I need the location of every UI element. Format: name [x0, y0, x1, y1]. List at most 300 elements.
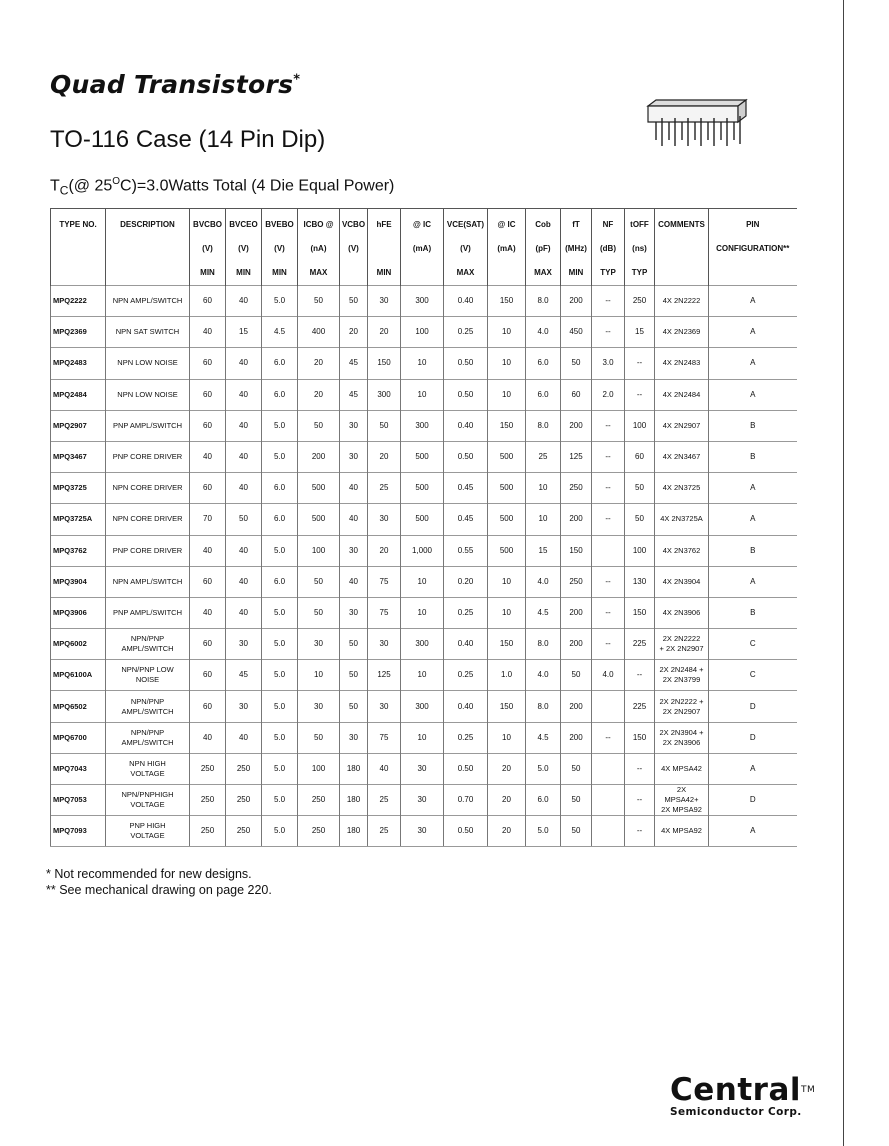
- table-cell: 180: [340, 753, 368, 784]
- column-header-r3: [656, 261, 707, 285]
- table-cell: 0.50: [444, 753, 488, 784]
- type-number-cell: MPQ2483: [51, 348, 106, 379]
- table-cell: 40: [226, 722, 262, 753]
- column-header-r1: fT: [572, 220, 580, 229]
- table-cell: 5.0: [262, 597, 298, 628]
- table-cell: 30: [298, 691, 340, 722]
- table-cell: 30: [368, 691, 401, 722]
- table-cell: 50: [625, 473, 655, 504]
- pin-config-cell: A: [709, 317, 797, 348]
- table-cell: 500: [298, 504, 340, 535]
- comments-cell: 2X MPSA42+ 2X MPSA92: [655, 785, 709, 816]
- table-cell: 150: [625, 597, 655, 628]
- table-cell: 4.0: [526, 660, 561, 691]
- table-cell: 70: [190, 504, 226, 535]
- column-header-r3: MAX: [309, 268, 328, 277]
- table-cell: 150: [561, 535, 592, 566]
- table-cell: 8.0: [526, 629, 561, 660]
- type-number-cell: MPQ2222: [51, 286, 106, 317]
- pin-config-cell: D: [709, 785, 797, 816]
- column-header-r1: DESCRIPTION: [120, 220, 175, 229]
- table-cell: 0.25: [444, 597, 488, 628]
- table-cell: 40: [226, 597, 262, 628]
- table-cell: 200: [561, 410, 592, 441]
- table-cell: 50: [298, 286, 340, 317]
- table-cell: 40: [226, 379, 262, 410]
- table-cell: 200: [561, 504, 592, 535]
- table-row: [51, 286, 797, 317]
- table-cell: --: [592, 722, 625, 753]
- table-cell: 100: [625, 535, 655, 566]
- table-cell: 0.50: [444, 348, 488, 379]
- table-cell: 60: [190, 286, 226, 317]
- table-cell: 40: [226, 535, 262, 566]
- column-header-r2: (mA): [412, 244, 432, 253]
- table-cell: 200: [561, 286, 592, 317]
- table-cell: 225: [625, 691, 655, 722]
- table-cell: 250: [298, 785, 340, 816]
- table-cell: --: [592, 504, 625, 535]
- column-header: [340, 209, 368, 286]
- pin-config-cell: A: [709, 504, 797, 535]
- description-cell: NPN/PNPHIGH VOLTAGE: [106, 785, 190, 816]
- pin-config-cell: A: [709, 566, 797, 597]
- table-cell: [592, 753, 625, 784]
- table-cell: 5.0: [262, 629, 298, 660]
- comments-cell: 4X 2N3904: [655, 566, 709, 597]
- description-cell: PNP HIGH VOLTAGE: [106, 816, 190, 847]
- table-cell: 20: [368, 535, 401, 566]
- type-number-cell: MPQ3762: [51, 535, 106, 566]
- type-number-cell: MPQ6700: [51, 722, 106, 753]
- column-header: [655, 209, 709, 286]
- table-cell: 10: [488, 317, 526, 348]
- type-number-cell: MPQ7053: [51, 785, 106, 816]
- table-cell: 250: [226, 753, 262, 784]
- table-cell: 75: [368, 566, 401, 597]
- table-cell: 5.0: [262, 785, 298, 816]
- table-cell: 200: [298, 441, 340, 472]
- table-cell: 500: [488, 473, 526, 504]
- table-cell: 0.25: [444, 317, 488, 348]
- table-cell: 500: [401, 441, 444, 472]
- table-cell: 45: [226, 660, 262, 691]
- comments-cell: 2X 2N3904 + 2X 2N3906: [655, 722, 709, 753]
- table-cell: 0.45: [444, 473, 488, 504]
- table-cell: 400: [298, 317, 340, 348]
- type-number-cell: MPQ2907: [51, 410, 106, 441]
- column-header: [51, 209, 106, 286]
- table-cell: 10: [488, 597, 526, 628]
- case-subtitle: TO-116 Case (14 Pin Dip): [50, 126, 326, 153]
- column-header: [262, 209, 298, 286]
- table-cell: 100: [625, 410, 655, 441]
- description-cell: PNP AMPL/SWITCH: [106, 597, 190, 628]
- column-header-r2: (pF): [535, 244, 551, 253]
- table-cell: 15: [526, 535, 561, 566]
- table-cell: 60: [190, 410, 226, 441]
- column-header-r3: MIN: [376, 268, 392, 277]
- table-cell: 25: [368, 473, 401, 504]
- table-cell: --: [592, 410, 625, 441]
- type-number-cell: MPQ2484: [51, 379, 106, 410]
- table-cell: 40: [226, 473, 262, 504]
- footnote-mechanical-drawing: ** See mechanical drawing on page 220.: [46, 883, 272, 897]
- table-cell: 50: [368, 410, 401, 441]
- table-cell: 300: [401, 286, 444, 317]
- table-cell: 500: [488, 441, 526, 472]
- table-cell: --: [592, 629, 625, 660]
- column-header-r2: (V): [460, 244, 471, 253]
- column-header-r3: [52, 261, 104, 285]
- table-cell: 75: [368, 722, 401, 753]
- table-cell: 15: [226, 317, 262, 348]
- table-cell: 4.5: [262, 317, 298, 348]
- column-header-r2: (V): [238, 244, 249, 253]
- table-cell: 10: [401, 722, 444, 753]
- table-cell: 60: [190, 660, 226, 691]
- table-cell: 50: [561, 785, 592, 816]
- table-cell: 150: [488, 410, 526, 441]
- footnotes: [46, 866, 272, 898]
- column-header-r1: BVCBO: [193, 220, 222, 229]
- table-cell: 200: [561, 722, 592, 753]
- column-header: [709, 209, 797, 286]
- table-cell: 0.50: [444, 441, 488, 472]
- table-cell: 0.40: [444, 410, 488, 441]
- table-cell: 200: [561, 691, 592, 722]
- description-cell: NPN LOW NOISE: [106, 379, 190, 410]
- pin-config-cell: A: [709, 379, 797, 410]
- table-cell: 500: [488, 504, 526, 535]
- pin-config-cell: A: [709, 816, 797, 847]
- type-number-cell: MPQ2369: [51, 317, 106, 348]
- table-cell: 30: [298, 629, 340, 660]
- table-row: [51, 441, 797, 472]
- table-row: [51, 722, 797, 753]
- description-cell: PNP CORE DRIVER: [106, 441, 190, 472]
- column-header-r1: COMMENTS: [658, 220, 705, 229]
- column-header-r3: TYP: [600, 268, 616, 277]
- table-cell: 6.0: [262, 348, 298, 379]
- column-header-r2: [107, 237, 188, 261]
- pin-config-cell: A: [709, 473, 797, 504]
- table-cell: 10: [401, 597, 444, 628]
- table-cell: 30: [226, 691, 262, 722]
- table-cell: 40: [190, 535, 226, 566]
- column-header-r3: MIN: [200, 268, 215, 277]
- column-header-r2: (V): [202, 244, 213, 253]
- table-row: [51, 660, 797, 691]
- table-cell: 30: [401, 816, 444, 847]
- column-header: [401, 209, 444, 286]
- table-cell: 40: [190, 441, 226, 472]
- pin-config-cell: C: [709, 629, 797, 660]
- column-header-r1: tOFF: [630, 220, 649, 229]
- table-cell: 50: [298, 410, 340, 441]
- table-cell: 225: [625, 629, 655, 660]
- comments-cell: 4X 2N3725: [655, 473, 709, 504]
- column-header-r1: BVEBO: [265, 220, 294, 229]
- table-cell: --: [592, 286, 625, 317]
- table-cell: 180: [340, 785, 368, 816]
- column-header: [444, 209, 488, 286]
- description-cell: NPN CORE DRIVER: [106, 473, 190, 504]
- table-row: [51, 691, 797, 722]
- table-cell: 50: [561, 348, 592, 379]
- column-header-r2: (mA): [497, 244, 516, 253]
- table-cell: [592, 691, 625, 722]
- table-cell: 125: [561, 441, 592, 472]
- table-cell: 20: [488, 785, 526, 816]
- column-header: [226, 209, 262, 286]
- table-cell: 20: [488, 753, 526, 784]
- pin-config-cell: A: [709, 753, 797, 784]
- table-cell: 250: [226, 785, 262, 816]
- column-header-r1: PIN: [746, 220, 760, 229]
- table-cell: 10: [488, 722, 526, 753]
- table-cell: 10: [488, 348, 526, 379]
- table-cell: 40: [340, 504, 368, 535]
- table-cell: --: [592, 566, 625, 597]
- column-header-r1: @ IC: [497, 220, 516, 229]
- table-cell: 60: [190, 379, 226, 410]
- column-header: [298, 209, 340, 286]
- table-cell: 0.40: [444, 286, 488, 317]
- table-row: [51, 410, 797, 441]
- column-header-r2: (dB): [600, 244, 616, 253]
- table-cell: --: [625, 660, 655, 691]
- column-header-r2: [656, 237, 707, 261]
- description-cell: NPN AMPL/SWITCH: [106, 286, 190, 317]
- table-cell: 4.0: [526, 317, 561, 348]
- table-cell: 40: [226, 410, 262, 441]
- table-cell: 0.70: [444, 785, 488, 816]
- table-cell: 5.0: [262, 441, 298, 472]
- table-cell: 10: [401, 348, 444, 379]
- table-cell: 40: [190, 722, 226, 753]
- table-cell: 0.25: [444, 722, 488, 753]
- table-cell: 180: [340, 816, 368, 847]
- column-header: [625, 209, 655, 286]
- table-cell: 45: [340, 348, 368, 379]
- table-cell: 300: [368, 379, 401, 410]
- table-row: [51, 785, 797, 816]
- column-header-r3: TYP: [631, 268, 648, 277]
- table-cell: 100: [298, 535, 340, 566]
- table-cell: 5.0: [262, 410, 298, 441]
- table-cell: 2.0: [592, 379, 625, 410]
- column-header-r3: [710, 261, 796, 285]
- column-header-r3: [341, 261, 366, 285]
- table-cell: 6.0: [262, 504, 298, 535]
- table-cell: 500: [401, 504, 444, 535]
- table-cell: 5.0: [262, 286, 298, 317]
- table-row: [51, 535, 797, 566]
- table-cell: 250: [226, 816, 262, 847]
- table-cell: 10: [488, 379, 526, 410]
- column-header-r1: @ IC: [412, 220, 432, 229]
- table-cell: 40: [226, 566, 262, 597]
- type-number-cell: MPQ7043: [51, 753, 106, 784]
- table-cell: 5.0: [262, 753, 298, 784]
- table-cell: 4.0: [526, 566, 561, 597]
- column-header-r1: hFE: [376, 220, 392, 229]
- table-cell: 25: [368, 816, 401, 847]
- table-cell: 50: [561, 753, 592, 784]
- column-header-r1: NF: [602, 220, 614, 229]
- table-cell: 150: [488, 691, 526, 722]
- table-cell: [592, 535, 625, 566]
- column-header-r1: BVCEO: [229, 220, 258, 229]
- table-cell: 8.0: [526, 410, 561, 441]
- table-row: [51, 504, 797, 535]
- table-cell: 30: [368, 504, 401, 535]
- table-cell: 10: [526, 473, 561, 504]
- table-cell: 50: [561, 816, 592, 847]
- comments-cell: 4X 2N3467: [655, 441, 709, 472]
- table-cell: 1,000: [401, 535, 444, 566]
- table-cell: 20: [368, 441, 401, 472]
- column-header-r2: [369, 237, 399, 261]
- table-cell: [592, 816, 625, 847]
- table-cell: --: [592, 473, 625, 504]
- column-header-r2: (ns): [632, 244, 647, 253]
- table-row: [51, 816, 797, 847]
- table-cell: [592, 785, 625, 816]
- type-number-cell: MPQ3467: [51, 441, 106, 472]
- table-cell: 40: [226, 348, 262, 379]
- table-cell: 30: [401, 753, 444, 784]
- table-cell: 125: [368, 660, 401, 691]
- table-cell: 500: [488, 535, 526, 566]
- table-cell: 250: [625, 286, 655, 317]
- table-cell: 6.0: [262, 379, 298, 410]
- comments-cell: 4X MPSA42: [655, 753, 709, 784]
- table-cell: 0.40: [444, 691, 488, 722]
- table-cell: 30: [340, 410, 368, 441]
- table-cell: 10: [526, 504, 561, 535]
- table-cell: 250: [561, 473, 592, 504]
- table-cell: 50: [298, 597, 340, 628]
- description-cell: NPN/PNP AMPL/SWITCH: [106, 629, 190, 660]
- table-cell: 150: [625, 722, 655, 753]
- table-cell: 10: [401, 379, 444, 410]
- table-cell: 60: [625, 441, 655, 472]
- column-header: [488, 209, 526, 286]
- table-cell: 0.45: [444, 504, 488, 535]
- table-cell: 5.0: [526, 753, 561, 784]
- table-header-row: [51, 209, 797, 286]
- table-cell: 40: [368, 753, 401, 784]
- table-cell: 60: [190, 566, 226, 597]
- comments-cell: 4X 2N2369: [655, 317, 709, 348]
- table-cell: 60: [190, 348, 226, 379]
- table-cell: 5.0: [262, 691, 298, 722]
- table-cell: 10: [401, 660, 444, 691]
- dip-package-icon: [642, 98, 752, 158]
- table-cell: 6.0: [526, 785, 561, 816]
- column-header: [526, 209, 561, 286]
- column-header-r2: (V): [274, 244, 285, 253]
- table-cell: 5.0: [262, 660, 298, 691]
- table-cell: 150: [488, 286, 526, 317]
- table-cell: 40: [340, 566, 368, 597]
- description-cell: NPN/PNP AMPL/SWITCH: [106, 722, 190, 753]
- table-cell: --: [592, 441, 625, 472]
- table-cell: --: [625, 753, 655, 784]
- table-cell: 6.0: [262, 473, 298, 504]
- table-cell: 100: [401, 317, 444, 348]
- table-cell: 60: [190, 629, 226, 660]
- table-cell: 0.40: [444, 629, 488, 660]
- table-cell: 5.0: [526, 816, 561, 847]
- table-cell: 5.0: [262, 722, 298, 753]
- type-number-cell: MPQ6100A: [51, 660, 106, 691]
- table-cell: 10: [401, 566, 444, 597]
- table-cell: 1.0: [488, 660, 526, 691]
- description-cell: NPN/PNP LOW NOISE: [106, 660, 190, 691]
- table-cell: 50: [340, 629, 368, 660]
- table-row: [51, 629, 797, 660]
- table-cell: 4.5: [526, 722, 561, 753]
- comments-cell: 4X 2N3725A: [655, 504, 709, 535]
- column-header-r2: (V): [348, 244, 359, 253]
- pin-config-cell: B: [709, 441, 797, 472]
- table-cell: 500: [401, 473, 444, 504]
- table-cell: 50: [298, 566, 340, 597]
- table-cell: 0.25: [444, 660, 488, 691]
- type-number-cell: MPQ3725: [51, 473, 106, 504]
- column-header: [368, 209, 401, 286]
- table-cell: 75: [368, 597, 401, 628]
- comments-cell: 4X 2N2483: [655, 348, 709, 379]
- description-cell: NPN/PNP AMPL/SWITCH: [106, 691, 190, 722]
- pin-config-cell: C: [709, 660, 797, 691]
- table-cell: 40: [226, 441, 262, 472]
- table-cell: --: [625, 379, 655, 410]
- table-cell: 20: [488, 816, 526, 847]
- table-cell: 4.0: [592, 660, 625, 691]
- pin-config-cell: D: [709, 691, 797, 722]
- comments-cell: 2X 2N2484 + 2X 2N3799: [655, 660, 709, 691]
- table-cell: 4.5: [526, 597, 561, 628]
- table-cell: 25: [368, 785, 401, 816]
- table-cell: 3.0: [592, 348, 625, 379]
- comments-cell: 4X 2N2222: [655, 286, 709, 317]
- table-cell: 20: [368, 317, 401, 348]
- table-cell: --: [625, 785, 655, 816]
- comments-cell: 4X MPSA92: [655, 816, 709, 847]
- table-cell: 300: [401, 410, 444, 441]
- column-header-r3: [107, 261, 188, 285]
- table-cell: 40: [190, 597, 226, 628]
- table-cell: 50: [226, 504, 262, 535]
- table-cell: --: [592, 317, 625, 348]
- type-number-cell: MPQ3906: [51, 597, 106, 628]
- table-cell: 30: [401, 785, 444, 816]
- column-header-r2: (nA): [310, 244, 327, 253]
- table-cell: 200: [561, 597, 592, 628]
- table-cell: 25: [526, 441, 561, 472]
- description-cell: NPN LOW NOISE: [106, 348, 190, 379]
- page-title: Quad Transistors*: [50, 70, 301, 99]
- central-logo: [670, 1074, 815, 1118]
- table-cell: 60: [190, 473, 226, 504]
- column-header: [592, 209, 625, 286]
- pin-config-cell: A: [709, 286, 797, 317]
- table-cell: 15: [625, 317, 655, 348]
